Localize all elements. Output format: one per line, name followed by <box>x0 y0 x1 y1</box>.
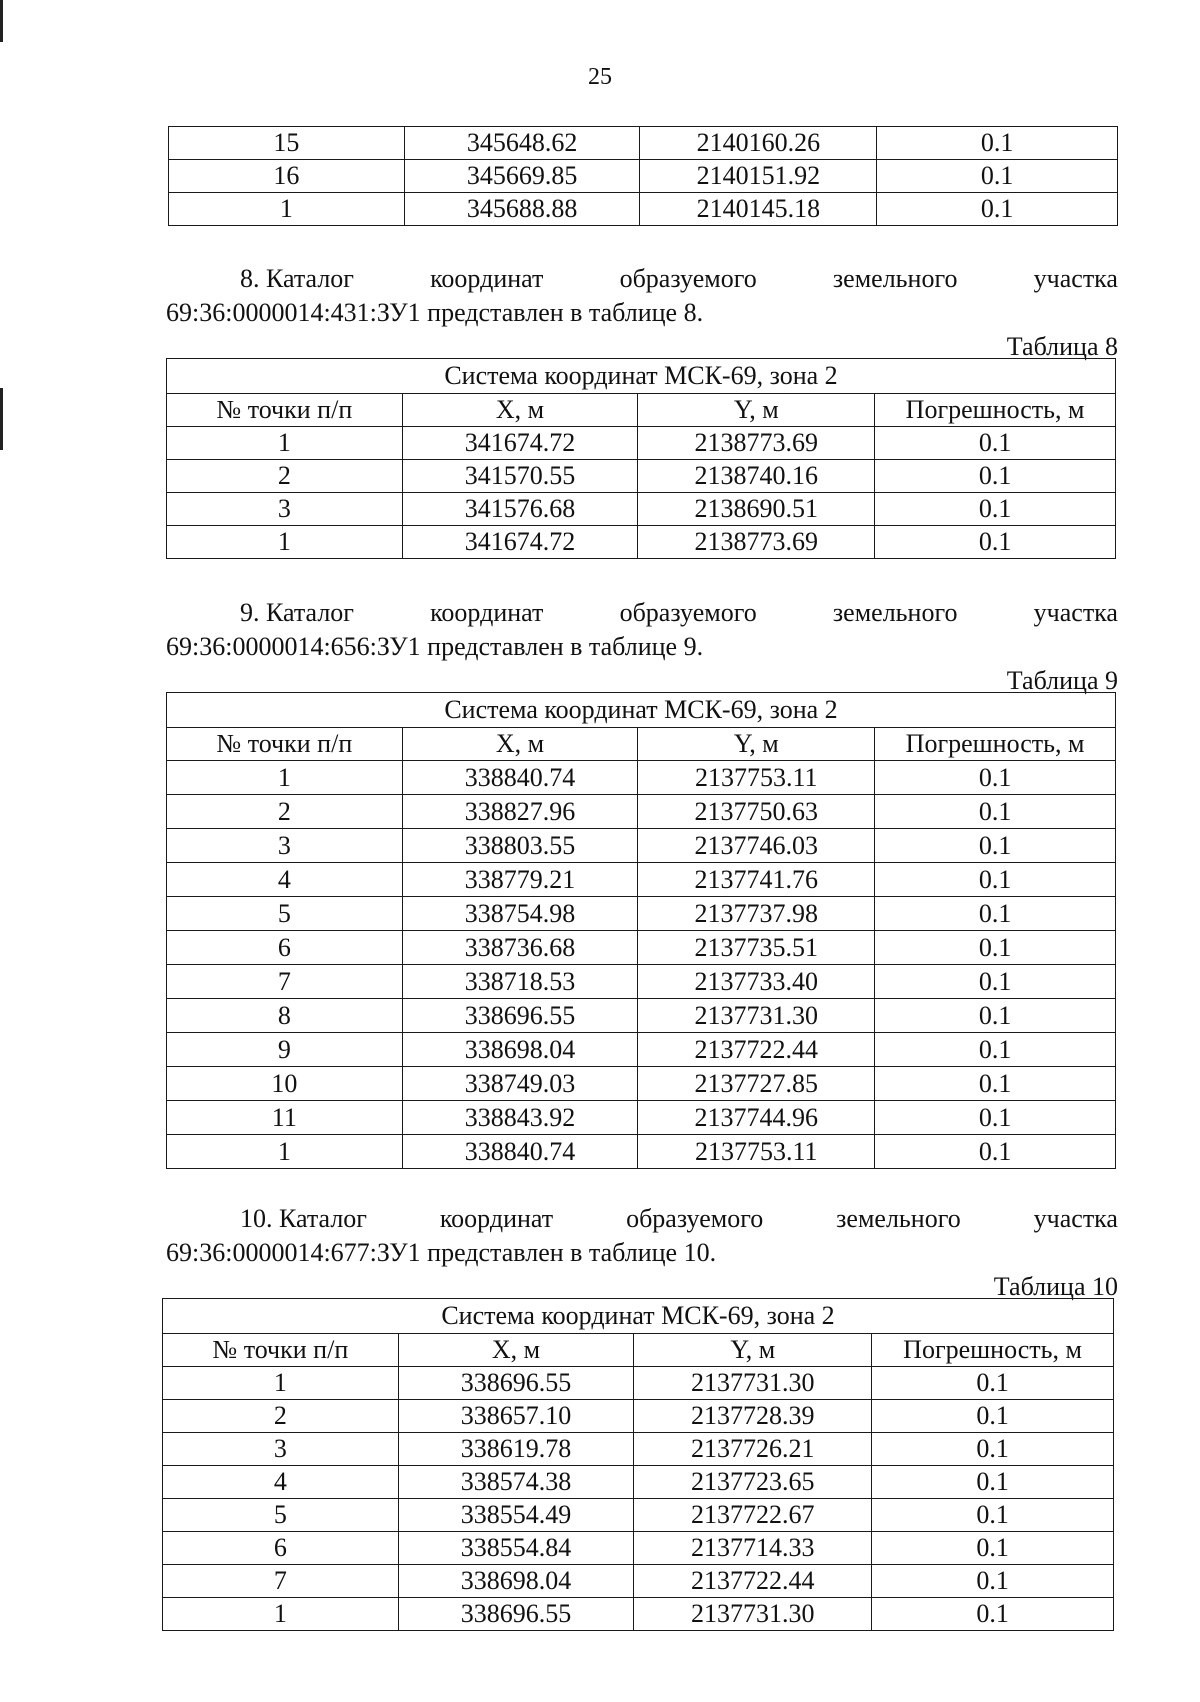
y-coordinate-cell: 2140145.18 <box>640 193 877 226</box>
table-caption-10: Таблица 10 <box>993 1272 1118 1301</box>
x-coordinate-cell: 345648.62 <box>404 127 640 160</box>
table-row <box>167 999 1116 1033</box>
table-row <box>163 1532 1114 1565</box>
para-word: образуемого <box>619 598 757 627</box>
error-cell: 0.1 <box>877 160 1118 193</box>
para-word: образуемого <box>626 1204 764 1233</box>
error-cell: 0.1 <box>877 127 1118 160</box>
para-word: 9. Каталог <box>240 598 354 627</box>
error-cell: 0.1 <box>872 1598 1114 1631</box>
table-row <box>167 863 1116 897</box>
y-coordinate-cell: 2137726.21 <box>634 1433 872 1466</box>
y-coordinate-cell: 2137750.63 <box>638 795 875 829</box>
y-coordinate-cell: 2137722.67 <box>634 1499 872 1532</box>
scan-edge-mark <box>0 0 3 42</box>
y-coordinate-cell: 2138740.16 <box>638 460 875 493</box>
point-number-cell: 4 <box>163 1466 399 1499</box>
error-cell: 0.1 <box>875 863 1116 897</box>
error-cell: 0.1 <box>875 1033 1116 1067</box>
table-row <box>167 1033 1116 1067</box>
table-header-row <box>163 1334 1114 1367</box>
x-coordinate-cell: 341570.55 <box>402 460 638 493</box>
paragraph-section-10 <box>166 1202 1118 1270</box>
y-coordinate-cell: 2138773.69 <box>638 427 875 460</box>
para-word: земельного <box>832 598 958 627</box>
y-coordinate-cell: 2137728.39 <box>634 1400 872 1433</box>
y-coordinate-cell: 2137722.44 <box>634 1565 872 1598</box>
x-coordinate-cell: 345669.85 <box>404 160 640 193</box>
column-header: X, м <box>402 394 638 427</box>
para-word: координат <box>439 1204 554 1233</box>
table-row <box>163 1367 1114 1400</box>
table-row <box>167 526 1116 559</box>
para-word: участка <box>1033 264 1118 293</box>
column-header: Y, м <box>634 1334 872 1367</box>
y-coordinate-cell: 2137731.30 <box>634 1367 872 1400</box>
point-number-cell: 2 <box>167 460 403 493</box>
point-number-cell: 16 <box>169 160 405 193</box>
table-header-row <box>167 728 1116 761</box>
table-row <box>167 829 1116 863</box>
column-header: № точки п/п <box>167 394 403 427</box>
error-cell: 0.1 <box>872 1466 1114 1499</box>
point-number-cell: 2 <box>167 795 403 829</box>
coordinates-table-9 <box>166 692 1116 1169</box>
para-word: 10. Каталог <box>240 1204 367 1233</box>
point-number-cell: 7 <box>163 1565 399 1598</box>
y-coordinate-cell: 2137753.11 <box>638 761 875 795</box>
y-coordinate-cell: 2137737.98 <box>638 897 875 931</box>
error-cell: 0.1 <box>875 493 1116 526</box>
column-header: Погрешность, м <box>872 1334 1114 1367</box>
coordinates-table-8 <box>166 358 1116 559</box>
y-coordinate-cell: 2137731.30 <box>634 1598 872 1631</box>
point-number-cell: 3 <box>167 493 403 526</box>
y-coordinate-cell: 2137746.03 <box>638 829 875 863</box>
point-number-cell: 1 <box>167 1135 403 1169</box>
point-number-cell: 6 <box>167 931 403 965</box>
point-number-cell: 1 <box>163 1598 399 1631</box>
y-coordinate-cell: 2137722.44 <box>638 1033 875 1067</box>
x-coordinate-cell: 338696.55 <box>398 1367 634 1400</box>
x-coordinate-cell: 338827.96 <box>402 795 638 829</box>
point-number-cell: 8 <box>167 999 403 1033</box>
table-row <box>167 761 1116 795</box>
point-number-cell: 9 <box>167 1033 403 1067</box>
x-coordinate-cell: 338698.04 <box>398 1565 634 1598</box>
x-coordinate-cell: 338696.55 <box>402 999 638 1033</box>
column-header: X, м <box>398 1334 634 1367</box>
error-cell: 0.1 <box>875 460 1116 493</box>
point-number-cell: 3 <box>167 829 403 863</box>
table-row <box>167 460 1116 493</box>
x-coordinate-cell: 338754.98 <box>402 897 638 931</box>
para-word: 8. Каталог <box>240 264 354 293</box>
point-number-cell: 15 <box>169 127 405 160</box>
point-number-cell: 5 <box>167 897 403 931</box>
x-coordinate-cell: 338574.38 <box>398 1466 634 1499</box>
coordinate-system-header: Система координат МСК-69, зона 2 <box>167 693 1116 728</box>
x-coordinate-cell: 338698.04 <box>402 1033 638 1067</box>
point-number-cell: 7 <box>167 965 403 999</box>
para-word: координат <box>430 264 544 293</box>
table-row <box>163 1499 1114 1532</box>
error-cell: 0.1 <box>875 897 1116 931</box>
table-row <box>167 931 1116 965</box>
x-coordinate-cell: 338840.74 <box>402 1135 638 1169</box>
y-coordinate-cell: 2140160.26 <box>640 127 877 160</box>
point-number-cell: 3 <box>163 1433 399 1466</box>
y-coordinate-cell: 2137733.40 <box>638 965 875 999</box>
error-cell: 0.1 <box>875 526 1116 559</box>
table-row <box>167 427 1116 460</box>
x-coordinate-cell: 338803.55 <box>402 829 638 863</box>
para-line-2: 69:36:0000014:431:ЗУ1 представлен в таблице 8. <box>166 298 704 327</box>
table-row <box>163 1400 1114 1433</box>
point-number-cell: 10 <box>167 1067 403 1101</box>
point-number-cell: 5 <box>163 1499 399 1532</box>
error-cell: 0.1 <box>872 1400 1114 1433</box>
table-row <box>169 160 1118 193</box>
y-coordinate-cell: 2137735.51 <box>638 931 875 965</box>
para-word: образуемого <box>619 264 757 293</box>
y-coordinate-cell: 2137714.33 <box>634 1532 872 1565</box>
table-row <box>167 897 1116 931</box>
x-coordinate-cell: 338779.21 <box>402 863 638 897</box>
column-header: Погрешность, м <box>875 728 1116 761</box>
point-number-cell: 6 <box>163 1532 399 1565</box>
table-system-row <box>163 1299 1114 1334</box>
error-cell: 0.1 <box>875 1135 1116 1169</box>
para-word: земельного <box>832 264 958 293</box>
table-row <box>167 795 1116 829</box>
error-cell: 0.1 <box>875 427 1116 460</box>
point-number-cell: 4 <box>167 863 403 897</box>
table-row <box>163 1598 1114 1631</box>
error-cell: 0.1 <box>872 1499 1114 1532</box>
table-system-row <box>167 359 1116 394</box>
x-coordinate-cell: 341674.72 <box>402 427 638 460</box>
column-header: Y, м <box>638 728 875 761</box>
error-cell: 0.1 <box>875 1067 1116 1101</box>
table-row <box>163 1433 1114 1466</box>
x-coordinate-cell: 338736.68 <box>402 931 638 965</box>
x-coordinate-cell: 338718.53 <box>402 965 638 999</box>
x-coordinate-cell: 341576.68 <box>402 493 638 526</box>
error-cell: 0.1 <box>875 795 1116 829</box>
table-row <box>167 493 1116 526</box>
point-number-cell: 1 <box>163 1367 399 1400</box>
point-number-cell: 1 <box>167 427 403 460</box>
x-coordinate-cell: 341674.72 <box>402 526 638 559</box>
column-header: № точки п/п <box>167 728 403 761</box>
paragraph-section-8 <box>166 262 1118 330</box>
point-number-cell: 2 <box>163 1400 399 1433</box>
coordinates-table-10 <box>162 1298 1114 1631</box>
x-coordinate-cell: 338619.78 <box>398 1433 634 1466</box>
error-cell: 0.1 <box>875 1101 1116 1135</box>
column-header: X, м <box>402 728 638 761</box>
y-coordinate-cell: 2138690.51 <box>638 493 875 526</box>
y-coordinate-cell: 2137723.65 <box>634 1466 872 1499</box>
table-row <box>167 1101 1116 1135</box>
table-row <box>167 1067 1116 1101</box>
error-cell: 0.1 <box>875 829 1116 863</box>
para-word: земельного <box>836 1204 961 1233</box>
continuation-table <box>168 126 1118 226</box>
error-cell: 0.1 <box>875 931 1116 965</box>
y-coordinate-cell: 2137744.96 <box>638 1101 875 1135</box>
point-number-cell: 11 <box>167 1101 403 1135</box>
x-coordinate-cell: 338840.74 <box>402 761 638 795</box>
error-cell: 0.1 <box>872 1433 1114 1466</box>
point-number-cell: 1 <box>167 761 403 795</box>
table-system-row <box>167 693 1116 728</box>
x-coordinate-cell: 338657.10 <box>398 1400 634 1433</box>
x-coordinate-cell: 338843.92 <box>402 1101 638 1135</box>
y-coordinate-cell: 2140151.92 <box>640 160 877 193</box>
coordinate-system-header: Система координат МСК-69, зона 2 <box>167 359 1116 394</box>
scan-edge-mark <box>0 388 3 450</box>
para-word: координат <box>430 598 544 627</box>
point-number-cell: 1 <box>167 526 403 559</box>
table-caption-8: Таблица 8 <box>1006 332 1118 361</box>
x-coordinate-cell: 338696.55 <box>398 1598 634 1631</box>
error-cell: 0.1 <box>875 999 1116 1033</box>
x-coordinate-cell: 338749.03 <box>402 1067 638 1101</box>
y-coordinate-cell: 2137753.11 <box>638 1135 875 1169</box>
para-word: участка <box>1033 598 1118 627</box>
x-coordinate-cell: 345688.88 <box>404 193 640 226</box>
table-row <box>167 1135 1116 1169</box>
para-line-2: 69:36:0000014:656:ЗУ1 представлен в таблице 9. <box>166 632 704 661</box>
para-line-2: 69:36:0000014:677:ЗУ1 представлен в таблице 10. <box>166 1238 717 1267</box>
error-cell: 0.1 <box>872 1532 1114 1565</box>
table-row <box>163 1565 1114 1598</box>
x-coordinate-cell: 338554.84 <box>398 1532 634 1565</box>
x-coordinate-cell: 338554.49 <box>398 1499 634 1532</box>
page-number: 25 <box>588 64 612 90</box>
table-row <box>169 193 1118 226</box>
error-cell: 0.1 <box>872 1565 1114 1598</box>
error-cell: 0.1 <box>875 761 1116 795</box>
error-cell: 0.1 <box>875 965 1116 999</box>
column-header: № точки п/п <box>163 1334 399 1367</box>
table-row <box>169 127 1118 160</box>
table-caption-9: Таблица 9 <box>1006 666 1118 695</box>
table-header-row <box>167 394 1116 427</box>
y-coordinate-cell: 2137727.85 <box>638 1067 875 1101</box>
error-cell: 0.1 <box>872 1367 1114 1400</box>
y-coordinate-cell: 2137731.30 <box>638 999 875 1033</box>
column-header: Погрешность, м <box>875 394 1116 427</box>
column-header: Y, м <box>638 394 875 427</box>
paragraph-section-9 <box>166 596 1118 664</box>
coordinate-system-header: Система координат МСК-69, зона 2 <box>163 1299 1114 1334</box>
table-row <box>163 1466 1114 1499</box>
y-coordinate-cell: 2137741.76 <box>638 863 875 897</box>
table-row <box>167 965 1116 999</box>
point-number-cell: 1 <box>169 193 405 226</box>
error-cell: 0.1 <box>877 193 1118 226</box>
para-word: участка <box>1033 1204 1118 1233</box>
y-coordinate-cell: 2138773.69 <box>638 526 875 559</box>
